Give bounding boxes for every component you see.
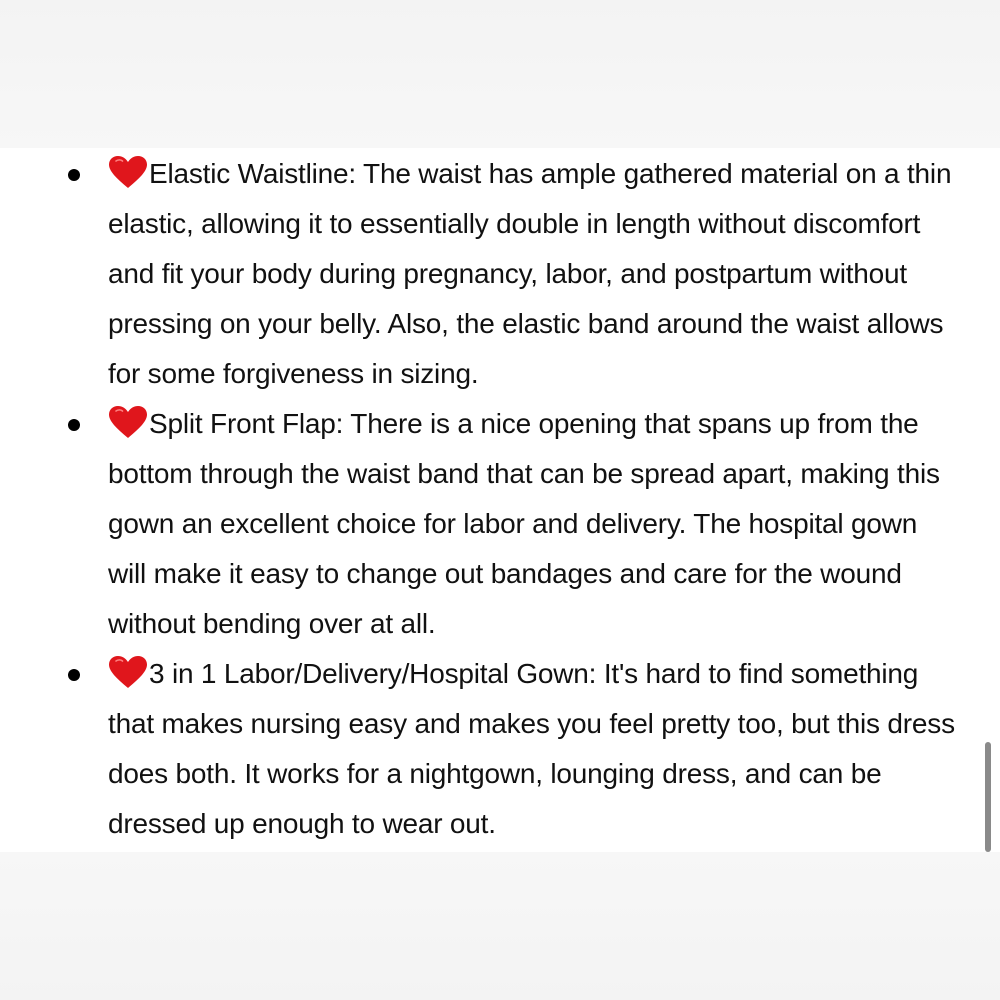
scrollbar-thumb[interactable]	[985, 742, 991, 852]
bullet-dot	[68, 419, 80, 431]
feature-list	[0, 149, 1000, 849]
top-margin	[0, 0, 1000, 148]
heart-icon	[108, 405, 148, 439]
bullet-dot	[68, 669, 80, 681]
bottom-margin	[0, 852, 1000, 1000]
list-item-split-front-flap	[0, 399, 1000, 649]
bullet-dot	[68, 169, 80, 181]
list-item-3-in-1-gown	[0, 649, 1000, 849]
document-view[interactable]	[0, 148, 1000, 852]
item-text: Split Front Flap: There is a nice opening that spans up from the bottom through the waist band that can be spread apart, making this gown an excellent choice for labor and delivery. The hospital gown will make it easy to change out bandages and care for the wound without bending over at all.	[108, 408, 940, 639]
list-item-elastic-waistline	[0, 149, 1000, 399]
heart-icon	[108, 155, 148, 189]
item-text: Elastic Waistline: The waist has ample gathered material on a thin elastic, allowing it to essentially double in length without discomfort and fit your body during pregnancy, labor, and postpartum without pressing on your belly. Also, the elastic band around the waist allows for some forgiveness in sizing.	[108, 158, 952, 389]
heart-icon	[108, 655, 148, 689]
item-text: 3 in 1 Labor/Delivery/Hospital Gown: It's hard to find something that makes nursing easy and makes you feel pretty too, but this dress does both. It works for a nightgown, lounging dress, and can be dressed up enough to wear out.	[108, 658, 955, 839]
